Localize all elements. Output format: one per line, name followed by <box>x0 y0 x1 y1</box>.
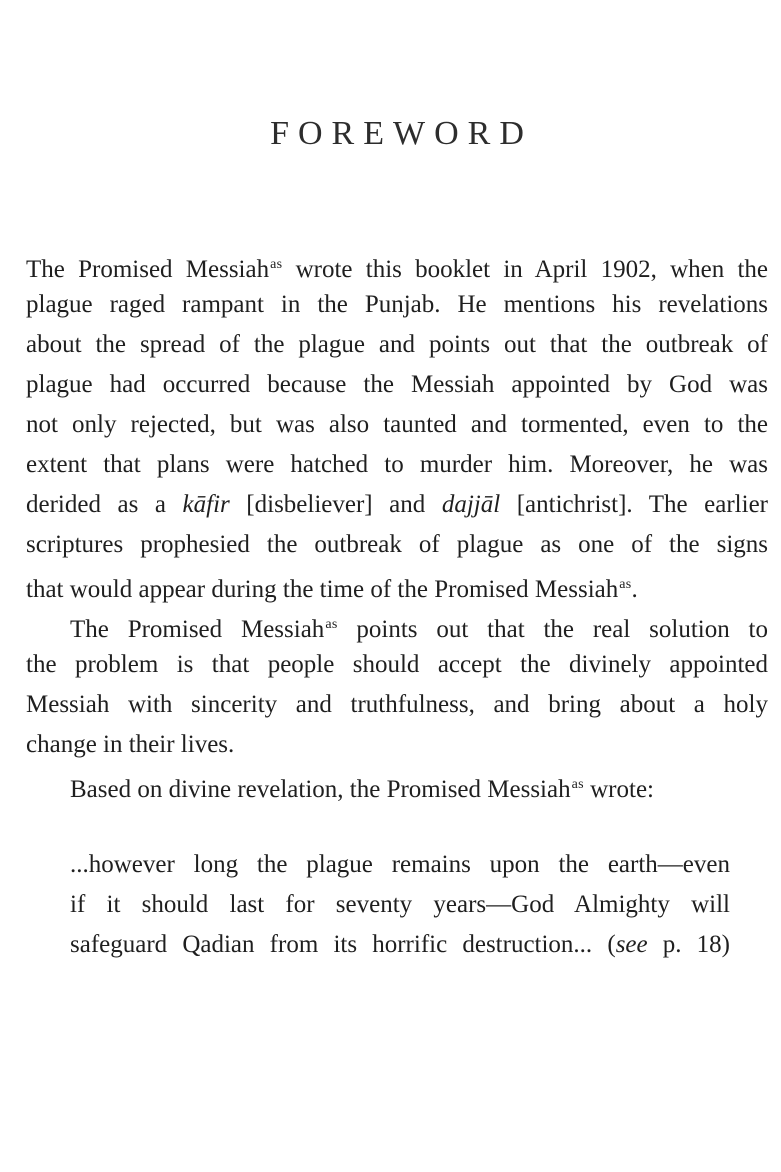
text-run: extent that plans were hatched to murder him. Moreover, he was <box>26 451 768 478</box>
foreword-body <box>26 245 768 805</box>
text-run: scriptures prophesied the outbreak of plague as one of the signs <box>26 531 768 558</box>
text-run: wrote: <box>583 776 654 803</box>
paragraph-3 <box>26 765 768 805</box>
text-run: The Promised Messiah <box>70 616 325 643</box>
text-line <box>26 725 768 765</box>
italic-term: kāfir <box>182 491 230 518</box>
text-run: not only rejected, but was also taunted and tormented, even to the <box>26 411 768 438</box>
text-line <box>70 925 730 965</box>
text-run: about the spread of the plague and points out that the outbreak of <box>26 331 768 358</box>
text-run: ...however long the plague remains upon the earth—even <box>70 851 730 878</box>
text-line <box>26 485 768 525</box>
text-line <box>70 845 730 885</box>
paragraph-2 <box>26 605 768 765</box>
superscript-abbreviation: as <box>270 257 283 272</box>
text-run: change in their lives. <box>26 731 235 758</box>
text-line <box>26 245 768 285</box>
text-line <box>26 685 768 725</box>
text-run: p. 18) <box>647 931 730 958</box>
text-run: derided as a <box>26 491 183 518</box>
text-run: the problem is that people should accept the divinely appointed <box>26 651 768 678</box>
text-line <box>26 285 768 325</box>
text-run: if it should last for seventy years—God Almighty will <box>70 891 730 918</box>
text-run: [disbeliever] and <box>229 491 442 518</box>
text-line <box>26 365 768 405</box>
italic-term: see <box>615 931 648 958</box>
superscript-abbreviation: as <box>619 577 632 592</box>
text-run: safeguard Qadian from its horrific destruction... ( <box>70 931 616 958</box>
text-run: [antichrist]. The earlier <box>500 491 768 518</box>
block-quote <box>70 845 730 965</box>
text-run: plague had occurred because the Messiah appointed by God was <box>26 371 768 398</box>
text-run: . <box>631 576 638 603</box>
text-line <box>26 565 768 605</box>
text-line <box>26 325 768 365</box>
text-line <box>26 645 768 685</box>
text-line <box>26 525 768 565</box>
text-line <box>26 765 768 805</box>
text-line <box>26 605 768 645</box>
text-run: wrote this booklet in April 1902, when the <box>282 256 768 283</box>
text-run: Messiah with sincerity and truthfulness, and bring about a holy <box>26 691 768 718</box>
text-line <box>70 885 730 925</box>
text-run: Based on divine revelation, the Promised Messiah <box>70 776 571 803</box>
text-run: that would appear during the time of the Promised Messiah <box>26 576 619 603</box>
text-run: The Promised Messiah <box>26 256 270 283</box>
text-line <box>26 445 768 485</box>
superscript-abbreviation: as <box>325 617 338 632</box>
text-run: plague raged rampant in the Punjab. He mentions his revelations <box>26 291 768 318</box>
text-line <box>26 405 768 445</box>
italic-term: dajjāl <box>441 491 501 518</box>
superscript-abbreviation: as <box>571 777 584 792</box>
text-run: points out that the real solution to <box>337 616 768 643</box>
page-title: FOREWORD <box>270 115 533 152</box>
paragraph-1 <box>26 245 768 605</box>
